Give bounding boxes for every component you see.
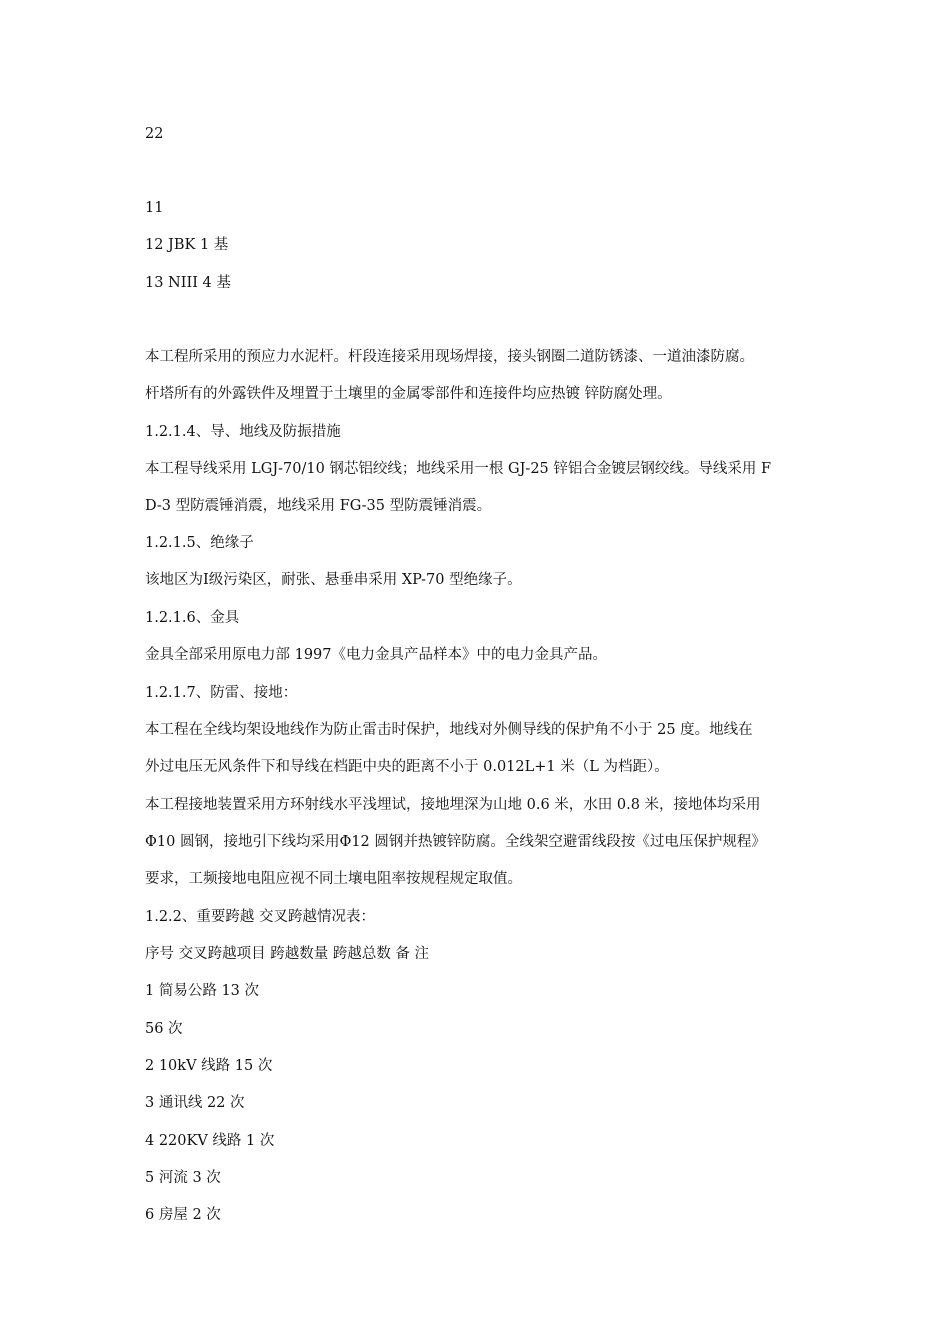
section-heading: 1.2.1.4、导、地线及防振措施 bbox=[145, 424, 341, 440]
paragraph-line: Φ10 圆钢，接地引下线均采用Φ12 圆钢并热镀锌防腐。全线架空避雷线段按《过电压保护规程》 bbox=[145, 834, 766, 850]
section-heading: 1.2.1.5、绝缘子 bbox=[145, 535, 254, 551]
paragraph-line: 本工程所采用的预应力水泥杆。杆段连接采用现场焊接，接头钢圈二道防锈漆、一道油漆防腐。 bbox=[145, 349, 754, 365]
paragraph-line: 外过电压无风条件下和导线在档距中央的距离不小于 0.012L+1 米（L 为档距）。 bbox=[145, 759, 669, 775]
table-row: 2 10kV 线路 15 次 bbox=[145, 1058, 273, 1074]
fragment-line: 22 bbox=[145, 126, 164, 142]
section-heading: 1.2.2、重要跨越 交叉跨越情况表： bbox=[145, 909, 376, 925]
paragraph-line: 杆塔所有的外露铁件及埋置于土壤里的金属零部件和连接件均应热镀 锌防腐处理。 bbox=[145, 386, 672, 402]
fragment-line: 12 JBK 1 基 bbox=[145, 237, 229, 253]
table-row: 4 220KV 线路 1 次 bbox=[145, 1133, 275, 1149]
paragraph-line: 本工程导线采用 LGJ-70/10 钢芯铝绞线；地线采用一根 GJ-25 锌铝合金镀层钢绞线。导线采用 F bbox=[145, 461, 772, 477]
fragment-line: 13 NIII 4 基 bbox=[145, 275, 231, 291]
table-row: 5 河流 3 次 bbox=[145, 1170, 221, 1186]
paragraph-line: 该地区为Ⅰ级污染区，耐张、悬垂串采用 XP-70 型绝缘子。 bbox=[145, 572, 522, 588]
table-row: 56 次 bbox=[145, 1021, 183, 1037]
section-heading: 1.2.1.7、防雷、接地： bbox=[145, 685, 298, 701]
fragment-line: 11 bbox=[145, 200, 164, 216]
table-row: 1 简易公路 13 次 bbox=[145, 983, 260, 999]
paragraph-line: 金具全部采用原电力部 1997《电力金具产品样本》中的电力金具产品。 bbox=[145, 647, 608, 663]
paragraph-line: 要求，工频接地电阻应视不同土壤电阻率按规程规定取值。 bbox=[145, 871, 522, 887]
paragraph-line: D-3 型防震锤消震，地线采用 FG-35 型防震锤消震。 bbox=[145, 498, 492, 514]
section-heading: 1.2.1.6、金具 bbox=[145, 610, 240, 626]
table-row: 6 房屋 2 次 bbox=[145, 1207, 221, 1223]
table-row: 3 通讯线 22 次 bbox=[145, 1095, 245, 1111]
paragraph-line: 本工程接地装置采用方环射线水平浅埋试，接地埋深为山地 0.6 米，水田 0.8 米，接地体均采用 bbox=[145, 797, 761, 813]
table-header: 序号 交叉跨越项目 跨越数量 跨越总数 备 注 bbox=[145, 946, 430, 962]
paragraph-line: 本工程在全线均架设地线作为防止雷击时保护，地线对外侧导线的保护角不小于 25 度。地线在 bbox=[145, 722, 753, 738]
